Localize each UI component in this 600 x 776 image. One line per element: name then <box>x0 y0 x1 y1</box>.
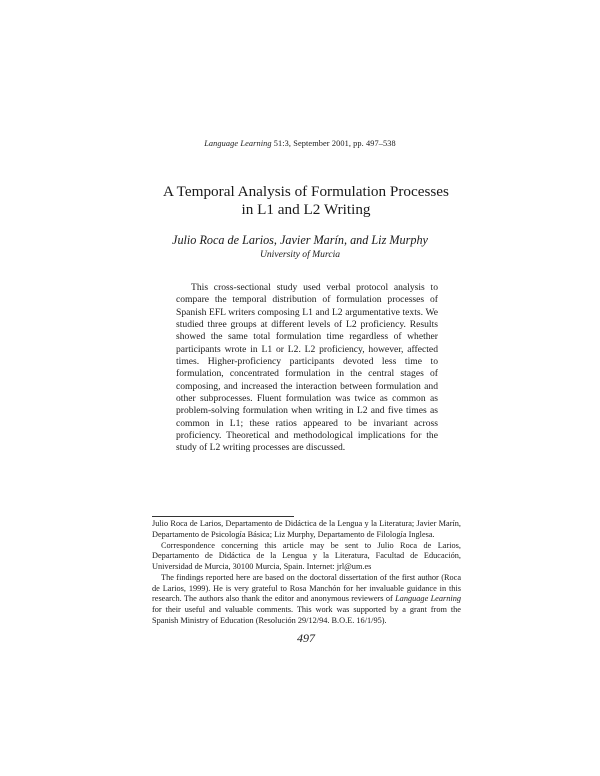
article-title-line-1: A Temporal Analysis of Formulation Processes <box>163 183 449 200</box>
abstract: This cross-sectional study used verbal protocol analysis to compare the temporal distribution of formulation processes of Spanish EFL writers composing L1 and L2 argumentative texts. We studied three groups at different levels of L2 proficiency. Results showed the same total formulation time regardless of whether participants wrote in L1 or L2. L2 proficiency, however, affected times. Higher-proficiency participants devoted less time to formulation, concentrated formulation in the central stages of composing, and increased the interaction between formulation and other subprocesses. Fluent formulation was twice as common as problem-solving formulation when writing in L2 and five times as common in L1; these ratios appeared to be invariant across proficiency. Theoretical and methodological implications for the study of L2 writing processes are discussed. <box>176 282 438 454</box>
article-title <box>0 183 600 219</box>
footnote-correspondence: Correspondence concerning this article may be sent to Julio Roca de Larios, Departamento de Didáctica de la Lengua y la Literatura, Facultad de Educación, Universidad de Murcia, 30100 Murcia, Spain. Internet: jrl@um.es <box>152 540 461 571</box>
page-number: 497 <box>297 631 315 645</box>
author-affiliation: University of Murcia <box>259 249 341 260</box>
article-title-line-2: in L1 and L2 Writing <box>241 201 371 218</box>
footnote-findings-journal: Language Learning <box>395 594 461 604</box>
footnote-findings <box>152 573 461 627</box>
footnote-findings-text-2: for their useful and valuable comments. This work was supported by a grant from the Spanish Ministry of Education (Resolución 29/12/94. B.O.E. 16/1/95). <box>152 605 461 625</box>
running-head-citation: 51:3, September 2001, pp. 497–538 <box>271 139 396 148</box>
running-head <box>0 139 600 148</box>
footnote-findings-text-1: The findings reported here are based on the doctoral dissertation of the first author (Roca de Larios, 1999). He is very grateful to Rosa Manchón for her invaluable guidance in this research. The authors also thank the editor and anonymous reviewers of <box>152 572 461 604</box>
author-list: Julio Roca de Larios, Javier Marín, and Liz Murphy <box>172 233 428 247</box>
running-head-journal: Language Learning <box>204 139 272 148</box>
footnotes <box>152 519 461 627</box>
footnote-affiliations: Julio Roca de Larios, Departamento de Didáctica de la Lengua y la Literatura; Javier Marín, Departamento de Psicología Básica; Liz Murphy, Departamento de Filología Inglesa. <box>152 519 461 539</box>
footnote-rule <box>152 516 294 517</box>
